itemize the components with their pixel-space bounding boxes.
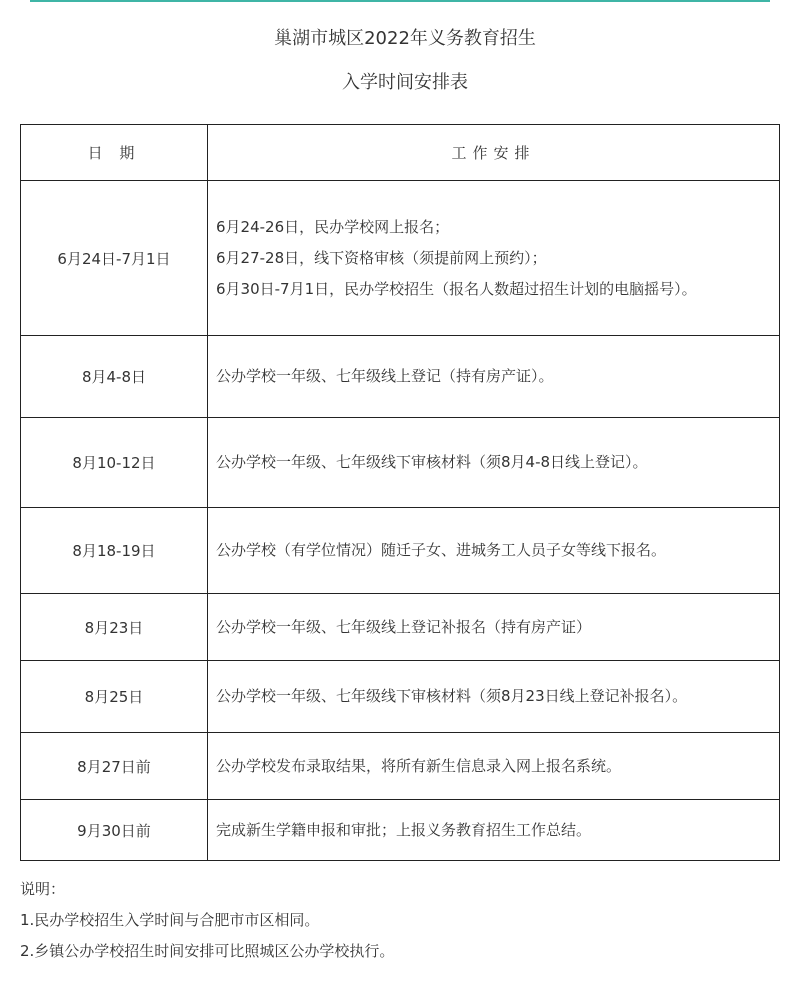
work-line: 完成新生学籍申报和审批；上报义务教育招生工作总结。 (216, 820, 592, 839)
work-line: 公办学校（有学位情况）随迁子女、进城务工人员子女等线下报名。 (216, 541, 667, 559)
work-line: 公办学校发布录取结果，将所有新生信息录入网上报名系统。 (216, 756, 622, 775)
work-line: 6月24-26日，民办学校网上报名； (216, 217, 450, 236)
work-line: 6月27-28日，线下资格审核（须提前网上预约）； (216, 248, 547, 267)
row-date: 8月23日 (21, 594, 208, 661)
table-row (21, 733, 780, 800)
work-line: 公办学校一年级、七年级线上登记（持有房产证）。 (216, 367, 554, 385)
row-work (208, 508, 780, 594)
work-line: 6月30日-7月1日，民办学校招生（报名人数超过招生计划的电脑摇号）。 (216, 279, 697, 298)
row-work (208, 418, 780, 508)
top-accent-line (30, 0, 770, 2)
row-date: 6月24日-7月1日 (21, 181, 208, 336)
row-date: 8月4-8日 (21, 336, 208, 418)
row-work (208, 181, 780, 336)
notes-section (20, 874, 394, 967)
schedule-table (20, 124, 780, 861)
note-item: 1.民办学校招生入学时间与合肥市市区相同。 (20, 911, 320, 929)
table-header-row (21, 125, 780, 181)
row-date: 8月27日前 (21, 733, 208, 800)
header-date: 日 期 (21, 125, 208, 181)
table-row (21, 594, 780, 661)
row-work (208, 661, 780, 733)
row-work (208, 800, 780, 861)
table-row (21, 418, 780, 508)
table-row (21, 336, 780, 418)
table-row (21, 800, 780, 861)
work-line: 公办学校一年级、七年级线下审核材料（须8月23日线上登记补报名）。 (216, 687, 688, 705)
row-date: 9月30日前 (21, 800, 208, 861)
row-date: 8月18-19日 (21, 508, 208, 594)
work-line: 公办学校一年级、七年级线下审核材料（须8月4-8日线上登记）。 (216, 453, 648, 471)
page-subtitle: 入学时间安排表 (342, 72, 468, 93)
row-date: 8月10-12日 (21, 418, 208, 508)
row-work (208, 594, 780, 661)
row-work (208, 733, 780, 800)
table-row (21, 181, 780, 336)
page-title: 巢湖市城区2022年义务教育招生 (274, 28, 536, 49)
work-line: 公办学校一年级、七年级线上登记补报名（持有房产证） (216, 617, 592, 636)
table-row (21, 508, 780, 594)
header-work: 工作安排 (208, 125, 780, 181)
table-row (21, 661, 780, 733)
row-date: 8月25日 (21, 661, 208, 733)
row-work (208, 336, 780, 418)
notes-heading: 说明： (20, 880, 66, 898)
note-item: 2.乡镇公办学校招生时间安排可比照城区公办学校执行。 (20, 942, 395, 960)
